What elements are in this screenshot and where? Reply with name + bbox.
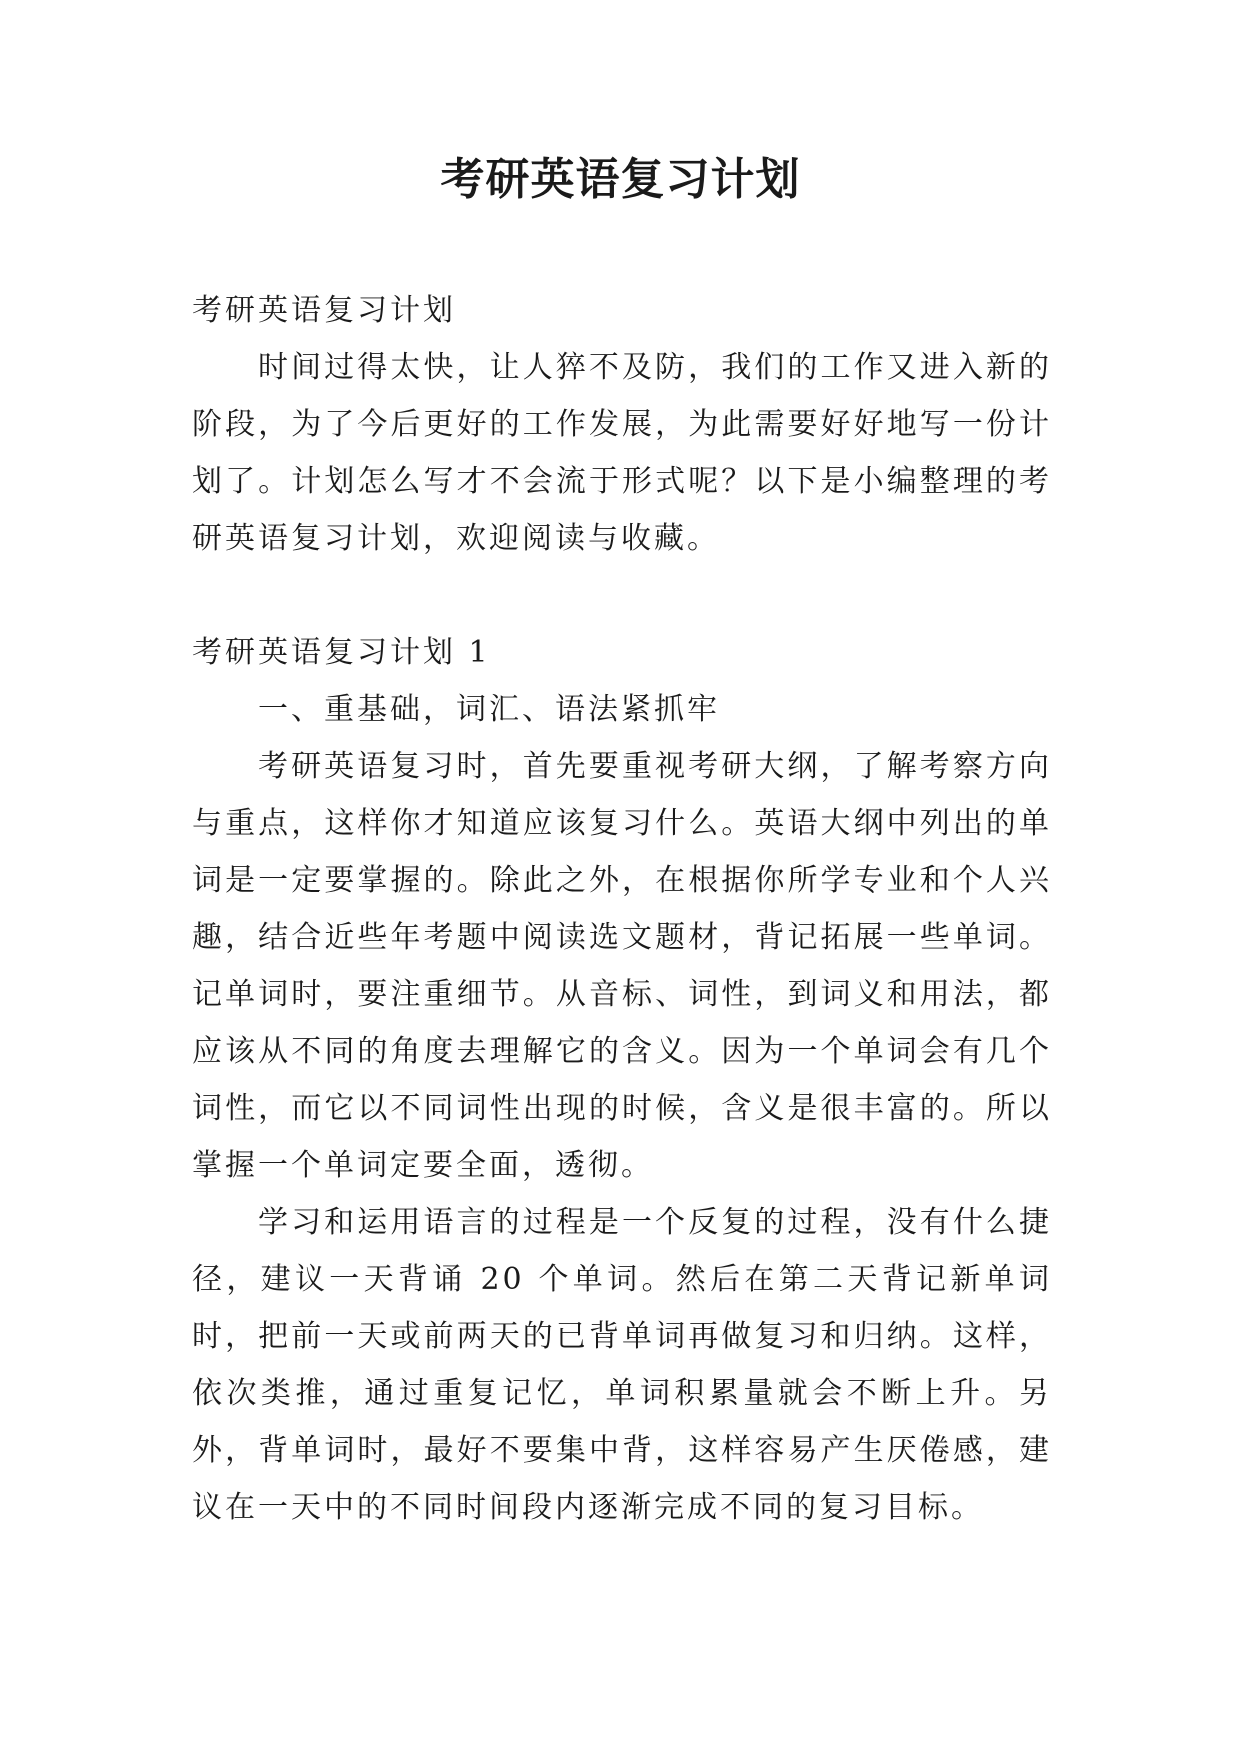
intro-heading: 考研英语复习计划 bbox=[192, 293, 456, 328]
body-paragraph-1: 考研英语复习时，首先要重视考研大纲，了解考察方向与重点，这样你才知道应该复习什么。英语大纲中列出的单词是一定要掌握的。除此之外，在根据你所学专业和个人兴趣，结合近些年考题中阅读选文题材，背记拓展一些单词。记单词时，要注重细节。从音标、词性，到词义和用法，都应该从不同的角度去理解它的含义。因为一个单词会有几个词性，而它以不同词性出现的时候，含义是很丰富的。所以掌握一个单词定要全面，透彻。 bbox=[192, 749, 1052, 1183]
document-title: 考研英语复习计划 bbox=[440, 154, 801, 205]
document-body bbox=[192, 282, 1052, 1536]
section-heading: 考研英语复习计划 1 bbox=[192, 635, 491, 670]
section-subheading: 一、重基础，词汇、语法紧抓牢 bbox=[258, 692, 720, 727]
paragraph-spacer bbox=[192, 567, 1052, 624]
intro-paragraph: 时间过得太快，让人猝不及防，我们的工作又进入新的阶段，为了今后更好的工作发展，为此需要好好地写一份计划了。计划怎么写才不会流于形式呢？以下是小编整理的考研英语复习计划，欢迎阅读与收藏。 bbox=[192, 350, 1052, 556]
body-paragraph-2: 学习和运用语言的过程是一个反复的过程，没有什么捷径，建议一天背诵 20 个单词。然后在第二天背记新单词时，把前一天或前两天的已背单词再做复习和归纳。这样，依次类推，通过重复记忆，单词积累量就会不断上升。另外，背单词时，最好不要集中背，这样容易产生厌倦感，建议在一天中的不同时间段内逐渐完成不同的复习目标。 bbox=[192, 1205, 1052, 1525]
